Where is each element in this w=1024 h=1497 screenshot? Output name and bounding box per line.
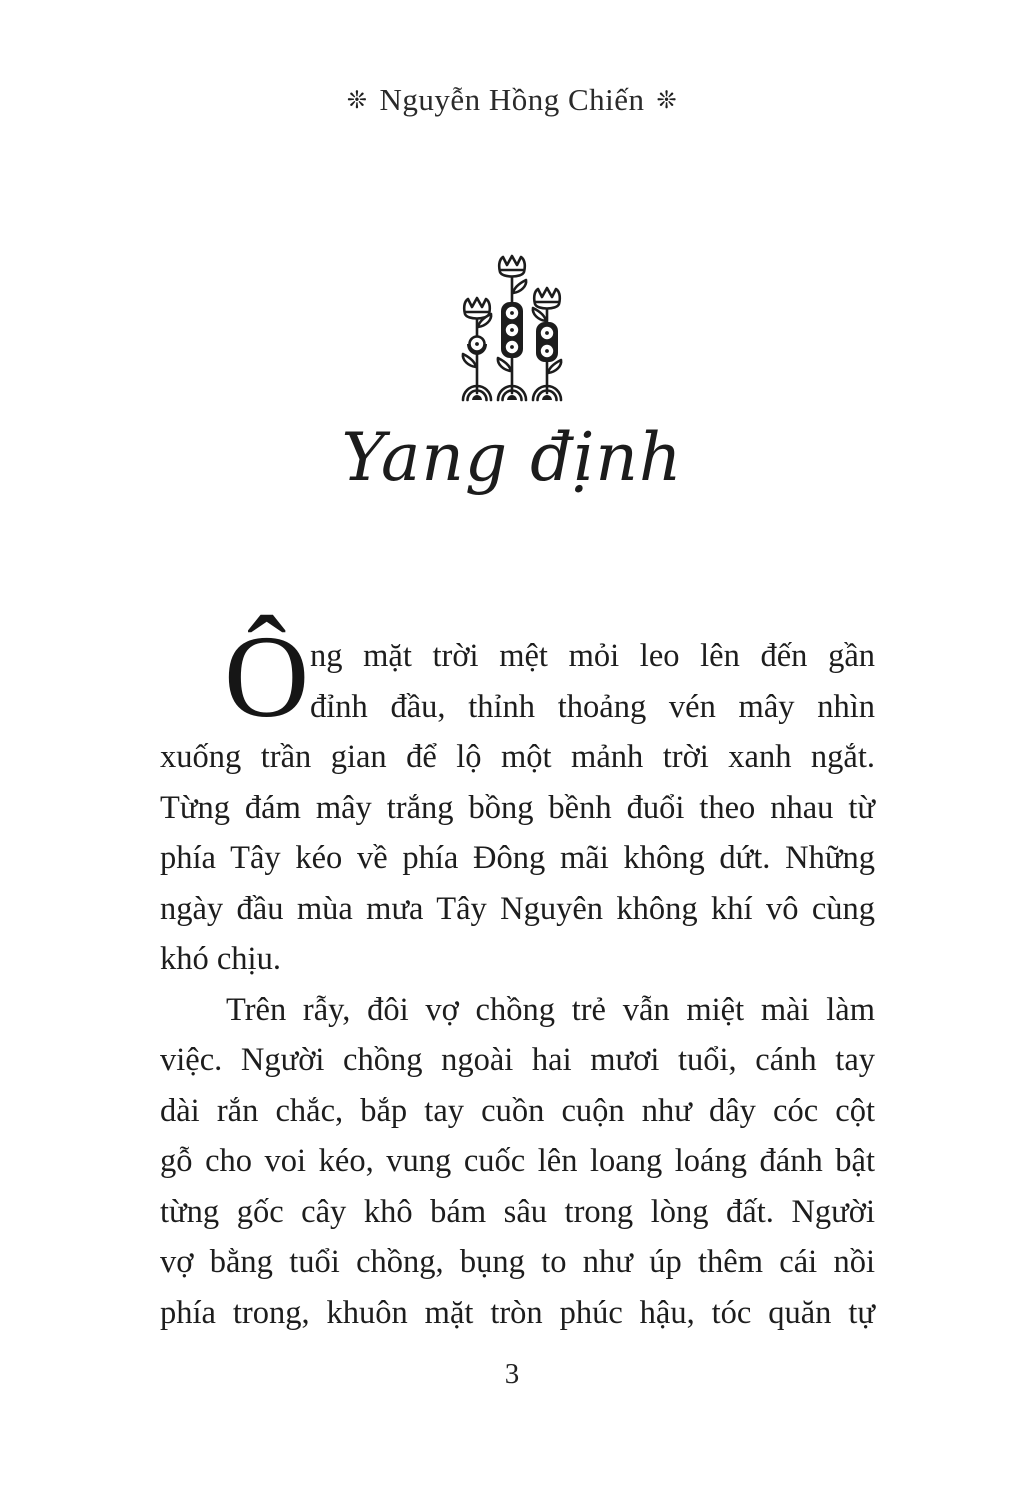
flower-asterisk-right-icon: ❊ <box>656 88 678 114</box>
chapter-title: Yang định <box>341 419 683 496</box>
text-line: Từng đám mây trắng bồng bềnh đuổi theo nhau từ <box>160 789 875 826</box>
text-line: gỗ cho voi kéo, vung cuốc lên loang loáng đánh bật <box>160 1143 875 1179</box>
running-head <box>0 82 1024 118</box>
text-line: xuống trần gian để lộ một mảnh trời xanh ngắt. <box>160 739 875 775</box>
text-line: phía Tây kéo về phía Đông mãi không dứt. Những <box>160 840 875 876</box>
text-line: Trên rẫy, đôi vợ chồng trẻ vẫn miệt mài làm <box>226 991 875 1028</box>
page-number: 3 <box>504 1358 520 1390</box>
body-text <box>160 611 875 1338</box>
text-line: vợ bằng tuổi chồng, bụng to như úp thêm cái nồi <box>160 1244 875 1280</box>
paragraph-1 <box>160 611 875 985</box>
flower-ornament-icon <box>456 252 568 408</box>
chapter-ornament <box>0 252 1024 408</box>
text-line: đỉnh đầu, thỉnh thoảng vén mây nhìn <box>310 688 875 725</box>
text-line: ng mặt trời mệt mỏi leo lên đến gần <box>310 638 875 674</box>
paragraph-2 <box>160 985 875 1339</box>
author-name: Nguyễn Hồng Chiến <box>379 82 645 117</box>
text-line: ngày đầu mùa mưa Tây Nguyên không khí vô cùng <box>160 890 875 927</box>
flower-asterisk-left-icon: ❊ <box>346 88 368 114</box>
text-line: phía trong, khuôn mặt tròn phúc hậu, tóc quăn tự <box>160 1294 875 1331</box>
text-line: từng gốc cây khô bám sâu trong lòng đất. Người <box>160 1193 875 1230</box>
drop-cap: Ô <box>224 611 310 742</box>
text-line: việc. Người chồng ngoài hai mươi tuổi, cánh tay <box>160 1042 875 1078</box>
text-line: dài rắn chắc, bắp tay cuồn cuộn như dây cóc cột <box>160 1092 875 1129</box>
text-line: khó chịu. <box>160 941 281 977</box>
